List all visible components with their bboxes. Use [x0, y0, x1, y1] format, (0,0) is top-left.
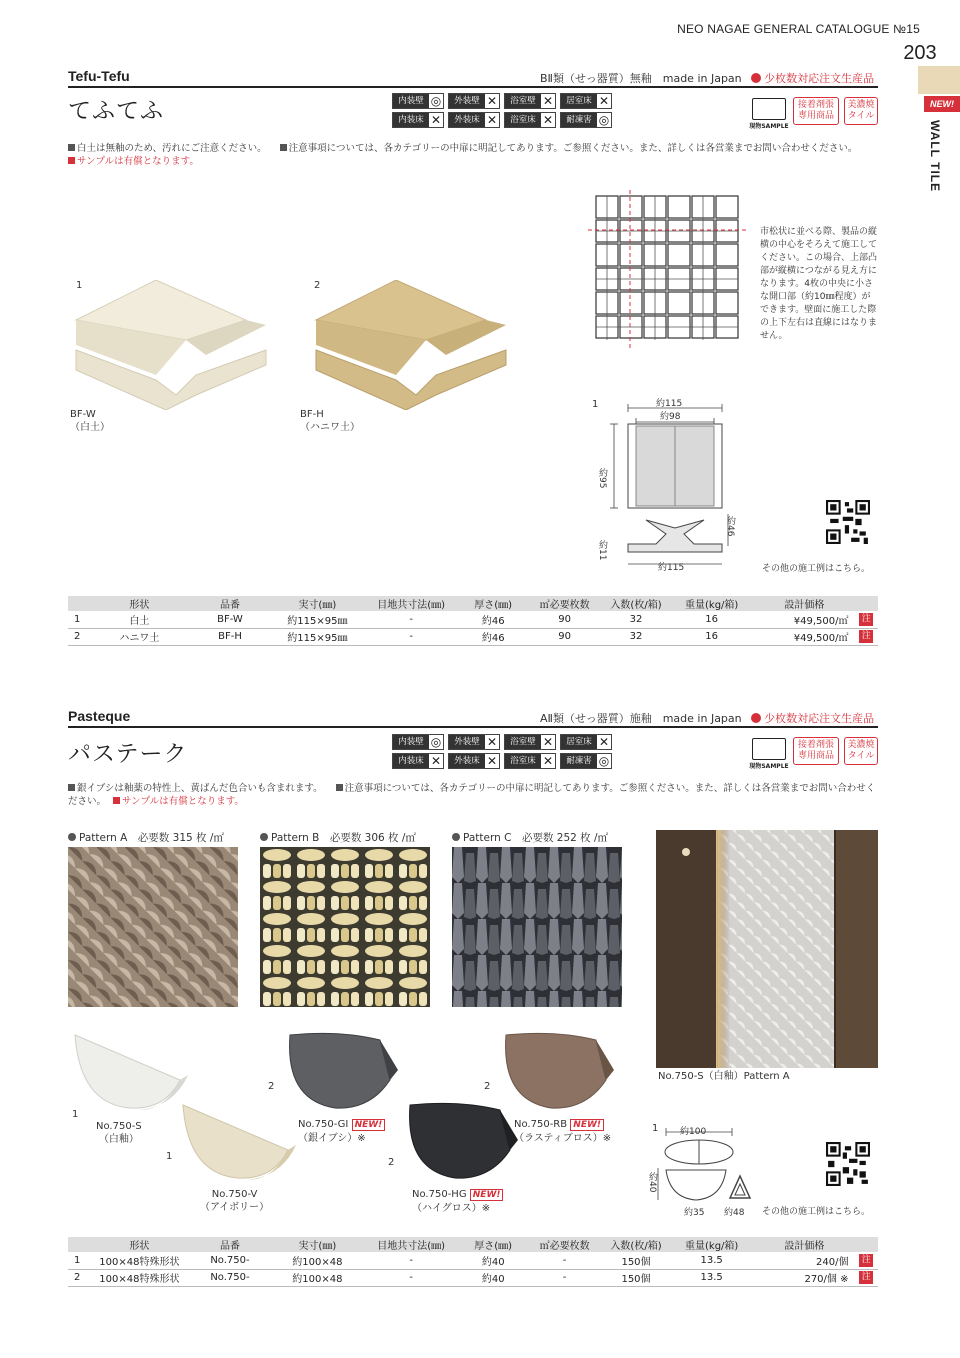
table-header-row: [68, 596, 878, 611]
usage-label: 外装床: [449, 113, 485, 127]
usage-mark: ✕: [486, 113, 498, 127]
cell: 約40: [460, 1269, 526, 1286]
product-code: BF-H: [300, 409, 324, 420]
cell: BF-W: [187, 611, 272, 628]
product-number: 2: [314, 280, 321, 291]
usage-cell: [560, 112, 612, 128]
tefu-product-1: [70, 408, 110, 434]
usage-cell: [504, 734, 556, 750]
new-tab: NEW!: [924, 96, 960, 112]
pasteque-note-3: サンプルは有償となります。: [122, 796, 244, 807]
dim-w115b: 約115: [658, 563, 685, 573]
tefu-class-text: BⅡ類（せっ器質）無釉 made in Japan: [540, 72, 742, 85]
th: 入数(枚/箱): [603, 1237, 669, 1252]
usage-label: 外装壁: [449, 94, 485, 108]
pasteque-note-2: 注意事項については、各カテゴリーの中扉に明記してあります。ご参照ください。また、詳しくは各営業までお問い合わせください。: [68, 783, 876, 807]
pattern-req: 必要数 252 枚 /㎡: [521, 832, 609, 844]
sample-label: 現物SAMPLE: [749, 763, 789, 770]
pattern-b-image: [260, 847, 430, 1007]
cell: 100×48特殊形状: [91, 1269, 187, 1286]
cell: 白土: [91, 611, 187, 628]
th: 厚さ(㎜): [460, 1237, 526, 1252]
tefu-notes: [68, 142, 878, 168]
cell: -: [362, 1252, 460, 1269]
pasteque-product-750-rb: [514, 1118, 611, 1145]
usage-cell: [448, 734, 500, 750]
cell: 約46: [460, 628, 526, 645]
drawing-number: 1: [592, 399, 599, 410]
section-rule: [68, 86, 878, 88]
table-row: [68, 611, 878, 628]
dim-h95: 約95: [597, 468, 607, 489]
product-name: （アイボリー）: [200, 1202, 270, 1213]
cell: 16: [669, 611, 754, 628]
bullet-icon: [452, 833, 460, 841]
pasteque-notes: [68, 782, 880, 808]
table-header-row: [68, 1237, 878, 1252]
usage-label: 居室床: [561, 735, 597, 749]
cell: 90: [526, 611, 603, 628]
pattern-name: Pattern A: [79, 832, 128, 844]
product-number: 1: [72, 1109, 79, 1120]
pattern-req: 必要数 306 枚 /㎡: [329, 832, 416, 844]
product-code: No.750-GI: [298, 1119, 349, 1130]
product-number: 1: [166, 1151, 173, 1162]
cell: 13.5: [669, 1252, 754, 1269]
qr-code-icon[interactable]: [826, 1142, 870, 1186]
cell: 100×48特殊形状: [91, 1252, 187, 1269]
th: 品番: [187, 596, 272, 611]
cell: -: [362, 611, 460, 628]
tile-750-s-image: [70, 1030, 190, 1110]
usage-label: 耐凍害: [561, 113, 597, 127]
usage-mark: ✕: [486, 94, 498, 108]
product-code: BF-W: [70, 409, 96, 420]
adhesive-badge: 接着剤張 専用商品: [793, 737, 839, 765]
cell: 約100×48: [273, 1269, 363, 1286]
cell: [854, 628, 878, 645]
table-row: [68, 1269, 878, 1286]
usage-mark: ✕: [598, 735, 610, 749]
th: 厚さ(㎜): [460, 596, 526, 611]
red-dot-icon: [751, 713, 761, 723]
cell: 240/個: [754, 1252, 854, 1269]
bullet-icon: [68, 144, 75, 151]
cell: 約115×95㎜: [273, 628, 363, 645]
pattern-b-header: [260, 830, 416, 845]
pasteque-qr-caption: その他の施工例はこちら。: [762, 1207, 871, 1217]
th: 形状: [91, 596, 187, 611]
sample-icon: [752, 98, 786, 120]
product-code: No.750-HG: [412, 1189, 467, 1200]
th: [854, 1237, 878, 1252]
new-badge: NEW!: [470, 1189, 504, 1201]
cell: 約40: [460, 1252, 526, 1269]
red-dot-icon: [751, 73, 761, 83]
bullet-icon: [336, 784, 343, 791]
tefu-spec-table: [68, 596, 878, 646]
adhesive-badge: 接着剤張 専用商品: [793, 97, 839, 125]
dim-h46: 約46: [725, 516, 735, 537]
pasteque-made-to-order: 少枚数対応注文生産品: [764, 712, 875, 725]
dim-w100: 約100: [680, 1127, 707, 1137]
pattern-c-header: [452, 830, 608, 845]
dim-h40: 約40: [647, 1172, 657, 1193]
dim-w35: 約35: [684, 1208, 705, 1218]
cell: [854, 611, 878, 628]
usage-mark: ◎: [598, 754, 610, 768]
usage-label: 外装壁: [449, 735, 485, 749]
usage-label: 浴室床: [505, 754, 541, 768]
sample-icon: [752, 738, 786, 760]
order-mark: 注: [859, 630, 873, 643]
tefu-dimension-drawing: [596, 396, 746, 576]
usage-mark: ✕: [598, 94, 610, 108]
th: 形状: [91, 1237, 187, 1252]
product-code: No.750-S: [96, 1121, 142, 1132]
cell: 1: [68, 1252, 91, 1269]
usage-cell: [392, 734, 444, 750]
usage-label: 居室床: [561, 94, 597, 108]
usage-cell: [392, 93, 444, 109]
usage-label: 外装床: [449, 754, 485, 768]
cell: No.750-: [187, 1269, 272, 1286]
pasteque-product-750-s: [96, 1120, 142, 1146]
tefu-jp-title: てふてふ: [68, 98, 164, 124]
usage-cell: [504, 93, 556, 109]
table-row: [68, 1252, 878, 1269]
tile-bf-h-image: [306, 280, 516, 410]
cell: ¥49,500/㎡: [754, 628, 854, 645]
cell: 270/個 ※: [754, 1269, 854, 1286]
th: 目地共寸法(㎜): [362, 596, 460, 611]
pasteque-dimension-drawing: [646, 1124, 756, 1214]
usage-mark: ✕: [430, 754, 442, 768]
pasteque-class: [540, 710, 874, 726]
cell: -: [362, 628, 460, 645]
th: [854, 596, 878, 611]
side-tab: [918, 66, 960, 94]
tile-750-gi-image: [280, 1030, 400, 1110]
cell: BF-H: [187, 628, 272, 645]
pasteque-jp-title: パステーク: [68, 741, 188, 767]
pattern-name: Pattern B: [271, 832, 320, 844]
usage-cell: [392, 753, 444, 769]
tefu-usage-grid: [392, 93, 612, 128]
product-name: （白釉）: [98, 1134, 139, 1145]
cell: 90: [526, 628, 603, 645]
usage-label: 内装壁: [393, 735, 429, 749]
pasteque-class-text: AⅡ類（せっ器質）施釉 made in Japan: [540, 712, 742, 725]
tefu-product-2: [300, 408, 360, 434]
th: [68, 1237, 91, 1252]
product-name: （ハニワ土）: [300, 422, 360, 433]
pasteque-usage-grid: [392, 734, 612, 769]
usage-cell: [448, 93, 500, 109]
tefu-class: [540, 70, 874, 86]
tefu-note-1: 白土は無釉のため、汚れにご注意ください。: [77, 143, 267, 154]
pasteque-product-750-gi: [298, 1118, 385, 1145]
cell: 約46: [460, 611, 526, 628]
product-code: No.750-RB: [514, 1119, 568, 1130]
catalogue-title: NEO NAGAE GENERAL CATALOGUE №15: [677, 22, 920, 36]
layout-diagram: [588, 190, 748, 350]
th: 重量(kg/箱): [669, 596, 754, 611]
th: 目地共寸法(㎜): [362, 1237, 460, 1252]
usage-mark: ✕: [430, 113, 442, 127]
usage-mark: ✕: [542, 735, 554, 749]
mino-badge: 美濃焼 タイル: [844, 97, 878, 125]
cell: ¥49,500/㎡: [754, 611, 854, 628]
bullet-icon: [68, 157, 75, 164]
usage-mark: ◎: [598, 113, 610, 127]
section-rule: [68, 726, 878, 728]
usage-label: 内装壁: [393, 94, 429, 108]
side-label: WALL TILE: [928, 120, 942, 193]
pattern-req: 必要数 315 枚 /㎡: [137, 832, 224, 844]
order-mark: 注: [859, 1254, 873, 1267]
product-number: 2: [388, 1157, 395, 1168]
tile-750-v-image: [178, 1100, 298, 1180]
bullet-icon: [280, 144, 287, 151]
product-number: 2: [484, 1081, 491, 1092]
tefu-note-2: 注意事項については、各カテゴリーの中扉に明記してあります。ご参照ください。また、詳しくは各営業までお問い合わせください。: [288, 143, 858, 154]
usage-mark: ✕: [542, 113, 554, 127]
usage-label: 浴室壁: [505, 94, 541, 108]
cell: No.750-: [187, 1252, 272, 1269]
qr-code-icon[interactable]: [826, 500, 870, 544]
pasteque-product-750-hg: [412, 1188, 503, 1215]
usage-mark: ◎: [430, 735, 442, 749]
dim-w115: 約115: [656, 399, 683, 409]
bullet-icon: [260, 833, 268, 841]
product-name: （白土）: [70, 422, 110, 433]
product-number: 1: [76, 280, 83, 291]
cell: 1: [68, 611, 91, 628]
pasteque-note-1: 銀イブシは釉薬の特性上、黄ばんだ色合いも含まれます。: [77, 783, 323, 794]
order-mark: 注: [859, 1271, 873, 1284]
new-badge: NEW!: [570, 1119, 604, 1131]
usage-cell: [560, 753, 612, 769]
bullet-icon: [113, 797, 120, 804]
th: 入数(枚/箱): [603, 596, 669, 611]
drawing-number: 1: [652, 1123, 659, 1134]
tile-750-hg-image: [400, 1100, 520, 1180]
cell: 16: [669, 628, 754, 645]
usage-cell: [560, 93, 612, 109]
tile-bf-w-image: [66, 280, 276, 410]
tefu-en-title: Tefu-Tefu: [68, 68, 130, 84]
th: ㎡必要枚数: [526, 1237, 603, 1252]
usage-cell: [504, 112, 556, 128]
cell: 約115×95㎜: [273, 611, 363, 628]
th: 品番: [187, 1237, 272, 1252]
cell: 150個: [603, 1252, 669, 1269]
usage-cell: [504, 753, 556, 769]
photo-caption: No.750-S（白釉）Pattern A: [658, 1071, 790, 1082]
th: 実寸(㎜): [273, 1237, 363, 1252]
usage-label: 耐凍害: [561, 754, 597, 768]
cell: 150個: [603, 1269, 669, 1286]
dim-w98: 約98: [660, 412, 681, 422]
page-number: 203: [903, 42, 937, 64]
th: 重量(kg/箱): [669, 1237, 754, 1252]
order-mark: 注: [859, 613, 873, 626]
product-name: （ラスティブロス）※: [514, 1133, 612, 1144]
new-badge: NEW!: [352, 1119, 386, 1131]
pattern-a-image: [68, 847, 238, 1007]
usage-label: 浴室壁: [505, 735, 541, 749]
sample-label: 現物SAMPLE: [749, 123, 789, 130]
bullet-icon: [68, 833, 76, 841]
usage-mark: ✕: [486, 735, 498, 749]
layout-note: 市松状に並べる際、製品の縦横の中心をそろえて施工してください。この場合、上部凸部が縦横につながる見え方になります。4枚の中央に小さな開口部（約10㎜程度）ができます。壁面に施工した際の上下左右は直線にはなりません。: [760, 227, 878, 341]
pasteque-product-750-v: [200, 1188, 269, 1214]
th: [68, 596, 91, 611]
th: 設計価格: [754, 596, 854, 611]
usage-mark: ✕: [542, 754, 554, 768]
cell: 32: [603, 611, 669, 628]
product-name: （ハイグロス）※: [412, 1203, 491, 1214]
tefu-note-3: サンプルは有償となります。: [77, 156, 199, 167]
cell: [854, 1269, 878, 1286]
product-name: （銀イブシ）※: [298, 1133, 366, 1144]
pattern-a-header: [68, 830, 224, 845]
th: 設計価格: [754, 1237, 854, 1252]
table-row: [68, 628, 878, 645]
installation-photo: [656, 830, 878, 1068]
usage-mark: ◎: [430, 94, 442, 108]
pasteque-en-title: Pasteque: [68, 708, 131, 724]
usage-mark: ✕: [486, 754, 498, 768]
product-number: 2: [268, 1081, 275, 1092]
cell: [854, 1252, 878, 1269]
product-code: No.750-V: [211, 1189, 258, 1200]
usage-cell: [392, 112, 444, 128]
usage-cell: [448, 112, 500, 128]
cell: 2: [68, 628, 91, 645]
usage-label: 内装床: [393, 754, 429, 768]
usage-label: 内装床: [393, 113, 429, 127]
mino-badge: 美濃焼 タイル: [844, 737, 878, 765]
cell: ハニワ土: [91, 628, 187, 645]
pasteque-spec-table: [68, 1237, 878, 1287]
usage-cell: [448, 753, 500, 769]
cell: -: [362, 1269, 460, 1286]
tefu-made-to-order: 少枚数対応注文生産品: [764, 72, 875, 85]
cell: 約100×48: [273, 1252, 363, 1269]
tile-750-rb-image: [496, 1030, 616, 1110]
usage-mark: ✕: [542, 94, 554, 108]
cell: -: [526, 1269, 603, 1286]
cell: 2: [68, 1269, 91, 1286]
cell: 32: [603, 628, 669, 645]
cell: 13.5: [669, 1269, 754, 1286]
pattern-name: Pattern C: [463, 832, 512, 844]
usage-label: 浴室床: [505, 113, 541, 127]
tefu-qr-caption: その他の施工例はこちら。: [762, 564, 871, 574]
usage-cell: [560, 734, 612, 750]
th: 実寸(㎜): [273, 596, 363, 611]
bullet-icon: [68, 784, 75, 791]
dim-w48: 約48: [724, 1208, 745, 1218]
cell: -: [526, 1252, 603, 1269]
th: ㎡必要枚数: [526, 596, 603, 611]
dim-h11: 約11: [597, 540, 607, 561]
pattern-c-image: [452, 847, 622, 1007]
